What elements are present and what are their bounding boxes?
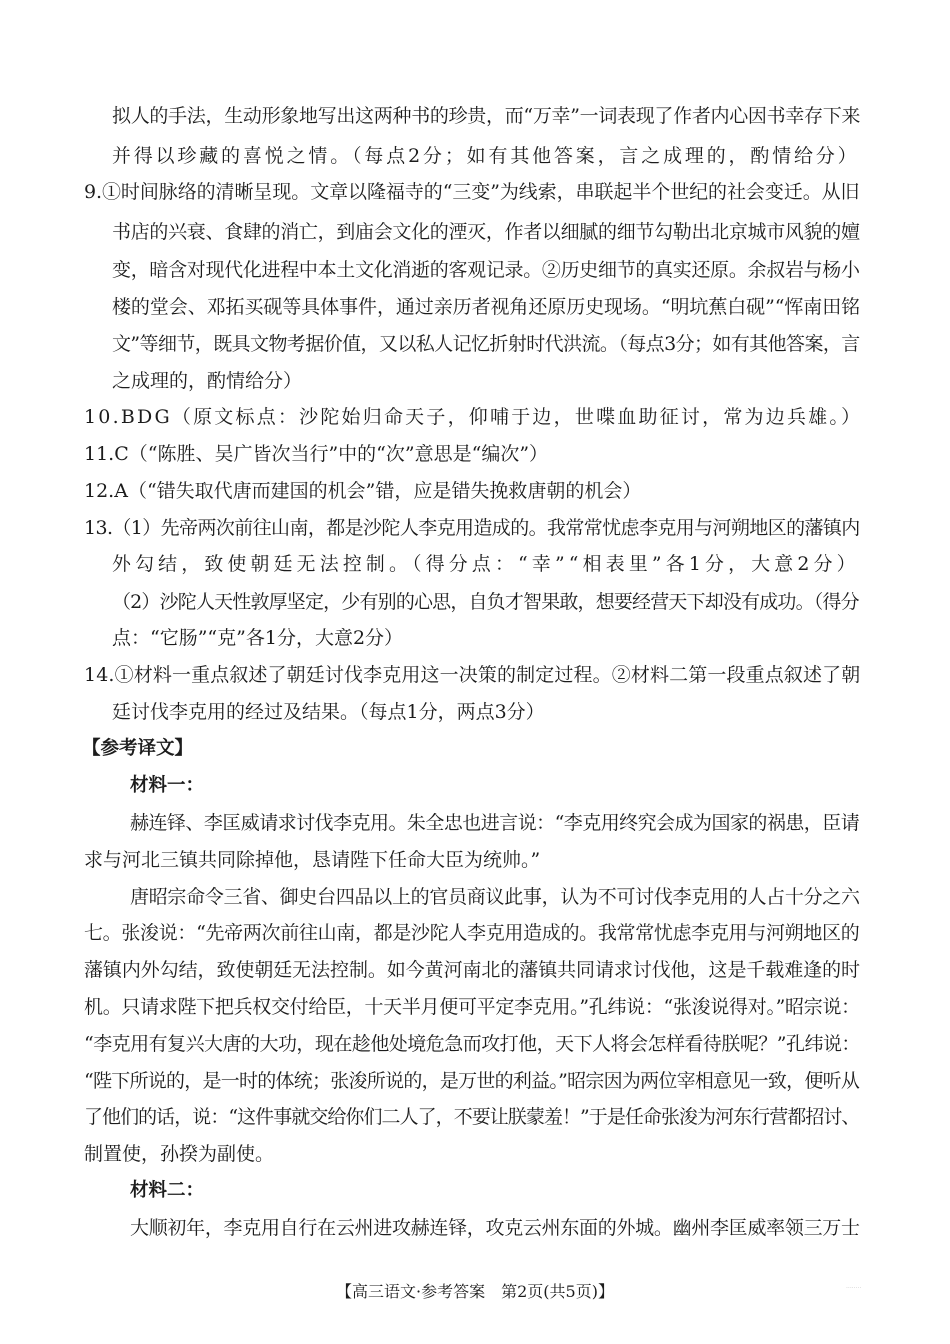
material-2-heading: 材料二： xyxy=(130,1180,205,1201)
answer-13-line-2: 外勾结，致使朝廷无法控制。（得分点：“幸”“相表里”各1分，大意2分） xyxy=(112,553,860,575)
page-footer: 【高三语文·参考答案 第2页(共5页)】 xyxy=(336,1282,614,1301)
translation-paragraph-2-line-2: 七。张浚说：“先帝两次前往山南，都是沙陀人李克用造成的。我常常忧虑李克用与河朔地区的 xyxy=(84,922,860,944)
answer-13-line-1: 13.（1）先帝两次前往山南，都是沙陀人李克用造成的。我常常忧虑李克用与河朔地区的藩镇内 xyxy=(84,517,860,539)
translation-paragraph-2-line-1: 唐昭宗命令三省、御史台四品以上的官员商议此事，认为不可讨伐李克用的人占十分之六 xyxy=(130,886,860,908)
translation-paragraph-2-line-7: 了他们的话，说：“这件事就交给你们二人了，不要让朕蒙羞！”于是任命张浚为河东行营都招讨、 xyxy=(84,1106,860,1128)
translation-paragraph-2-line-5: “李克用有复兴大唐的大功，现在趁他处境危急而攻打他，天下人将会怎样看待朕呢？”孔纬说： xyxy=(84,1033,860,1055)
answer-13-line-3: （2）沙陀人天性敦厚坚定，少有别的心思，自负才智果敢，想要经营天下却没有成功。（得分 xyxy=(112,591,859,613)
answer-14-line-1: 14.①材料一重点叙述了朝廷讨伐李克用这一决策的制定过程。②材料二第一段重点叙述了朝 xyxy=(84,664,861,686)
translation-paragraph-2-line-4: 机。只请求陛下把兵权交付给臣，十天半月便可平定李克用。”孔纬说：“张浚说得对。”昭宗说： xyxy=(84,996,860,1018)
answer-14-line-2: 廷讨伐李克用的经过及结果。（每点1分，两点3分） xyxy=(112,701,545,723)
answer-8-line-2: 并得以珍藏的喜悦之情。（每点2分；如有其他答案，言之成理的，酌情给分） xyxy=(112,145,860,167)
answer-9-line-2: 书店的兴衰、食肆的消亡，到庙会文化的湮灭，作者以细腻的细节勾勒出北京城市风貌的嬗 xyxy=(112,221,860,243)
reference-translation-heading: 【参考译文】 xyxy=(82,738,194,759)
watermark: ........ xyxy=(846,1283,862,1290)
translation-paragraph-1-line-1: 赫连铎、李匡威请求讨伐李克用。朱全忠也进言说：“李克用终究会成为国家的祸患，臣请 xyxy=(130,812,860,834)
translation-paragraph-2-line-6: “陛下所说的，是一时的体统；张浚所说的，是万世的利益。”昭宗因为两位宰相意见一致，便听从 xyxy=(84,1070,860,1092)
answer-9-line-6: 之成理的，酌情给分） xyxy=(112,370,303,392)
answer-9-line-3: 变，暗含对现代化进程中本土文化消逝的客观记录。②历史细节的真实还原。余叔岩与杨小 xyxy=(112,259,860,281)
answer-9-line-1: 9.①时间脉络的清晰呈现。文章以隆福寺的“三变”为线索，串联起半个世纪的社会变迁。从旧 xyxy=(84,181,860,203)
translation-paragraph-2-line-8: 制置使，孙揆为副使。 xyxy=(84,1143,275,1165)
material-1-heading: 材料一： xyxy=(130,775,205,796)
answer-10: 10.BDG（原文标点：沙陀始归命天子，仰哺于边，世喋血助征讨，常为边兵雄。） xyxy=(84,406,863,428)
answer-8-line-1: 拟人的手法，生动形象地写出这两种书的珍贵，而“万幸”一词表现了作者内心因书幸存下来 xyxy=(112,105,861,127)
answer-13-line-4: 点：“它肠”“克”各1分，大意2分） xyxy=(112,627,404,649)
answer-11: 11.C（“陈胜、吴广皆次当行”中的“次”意思是“编次”） xyxy=(84,443,549,465)
translation-paragraph-3-line-1: 大顺初年，李克用自行在云州进攻赫连铎，攻克云州东面的外城。幽州李匡威率领三万士 xyxy=(130,1217,860,1239)
answer-12: 12.A（“错失取代唐而建国的机会”错，应是错失挽救唐朝的机会） xyxy=(84,480,642,502)
answer-9-line-4: 楼的堂会、邓拓买砚等具体事件，通过亲历者视角还原历史现场。“明坑蕉白砚”“恽南田铭 xyxy=(112,296,861,318)
translation-paragraph-2-line-3: 藩镇内外勾结，致使朝廷无法控制。如今黄河南北的藩镇共同请求讨伐他，这是千载难逢的时 xyxy=(84,959,860,981)
translation-paragraph-1-line-2: 求与河北三镇共同除掉他，恳请陛下任命大臣为统帅。” xyxy=(84,849,541,871)
answer-9-line-5: 文”等细节，既具文物考据价值，又以私人记忆折射时代洪流。（每点3分；如有其他答案，言 xyxy=(112,333,860,355)
